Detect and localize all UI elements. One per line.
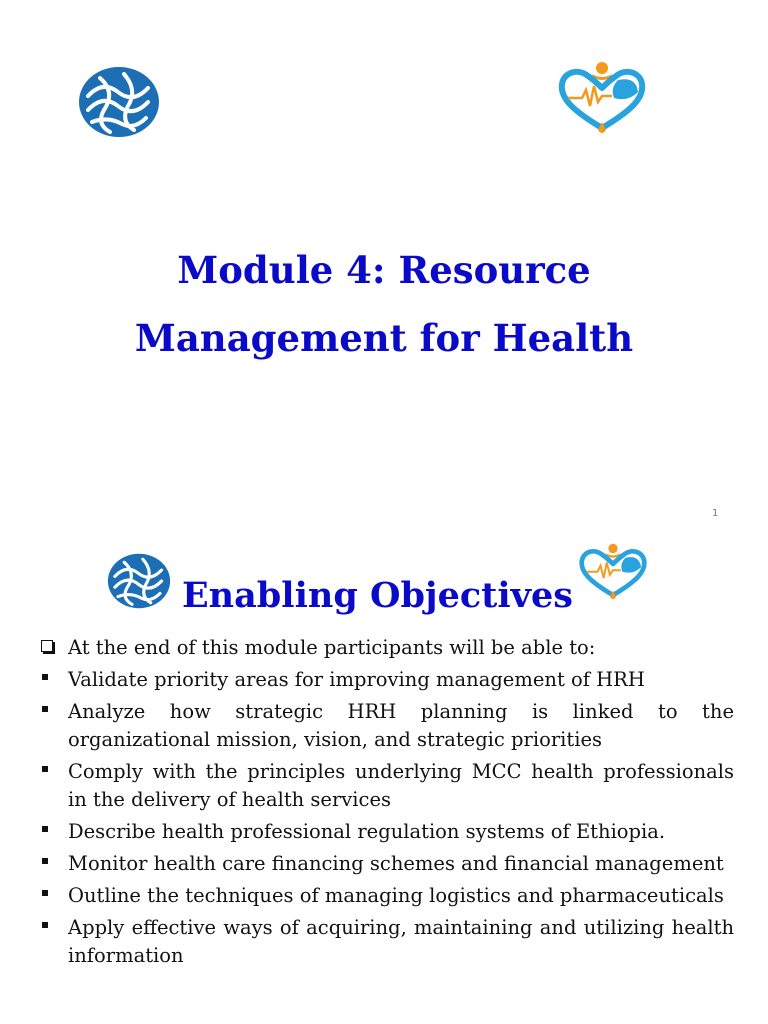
page-number: 1 (712, 508, 719, 519)
intro-text: At the end of this module participants will be able to: (68, 636, 596, 659)
list-item (40, 758, 734, 814)
list-item (40, 818, 734, 846)
objectives-title: Enabling Objectives (182, 575, 573, 616)
slide-title-line-1: Module 4: Resource (177, 248, 591, 292)
list-item (40, 698, 734, 754)
heart-heartbeat-icon (552, 58, 652, 136)
knot-emblem-icon (78, 66, 160, 138)
list-item (40, 914, 734, 970)
objectives-slide (0, 530, 768, 1024)
list-item (40, 882, 734, 910)
objectives-intro (40, 634, 734, 662)
list-item (40, 850, 734, 878)
objective-text: Apply effective ways of acquiring, maintaining and utilizing health information (68, 916, 734, 967)
objectives-list (40, 634, 734, 974)
objective-text: Outline the techniques of managing logistics and pharmaceuticals (68, 884, 724, 907)
slide-title (0, 236, 768, 372)
slide-title-line-2: Management for Health (134, 316, 634, 360)
knot-emblem-icon (106, 553, 172, 609)
objective-text: Describe health professional regulation systems of Ethiopia. (68, 820, 666, 843)
list-item (40, 666, 734, 694)
heart-heartbeat-icon (574, 540, 652, 602)
objective-text: Comply with the principles underlying MCC health professionals in the delivery of health services (68, 760, 734, 811)
objective-text: Monitor health care financing schemes and financial management (68, 852, 724, 875)
objective-text: Analyze how strategic HRH planning is linked to the organizational mission, vision, and strategic priorities (68, 700, 734, 751)
objective-text: Validate priority areas for improving management of HRH (68, 668, 645, 691)
